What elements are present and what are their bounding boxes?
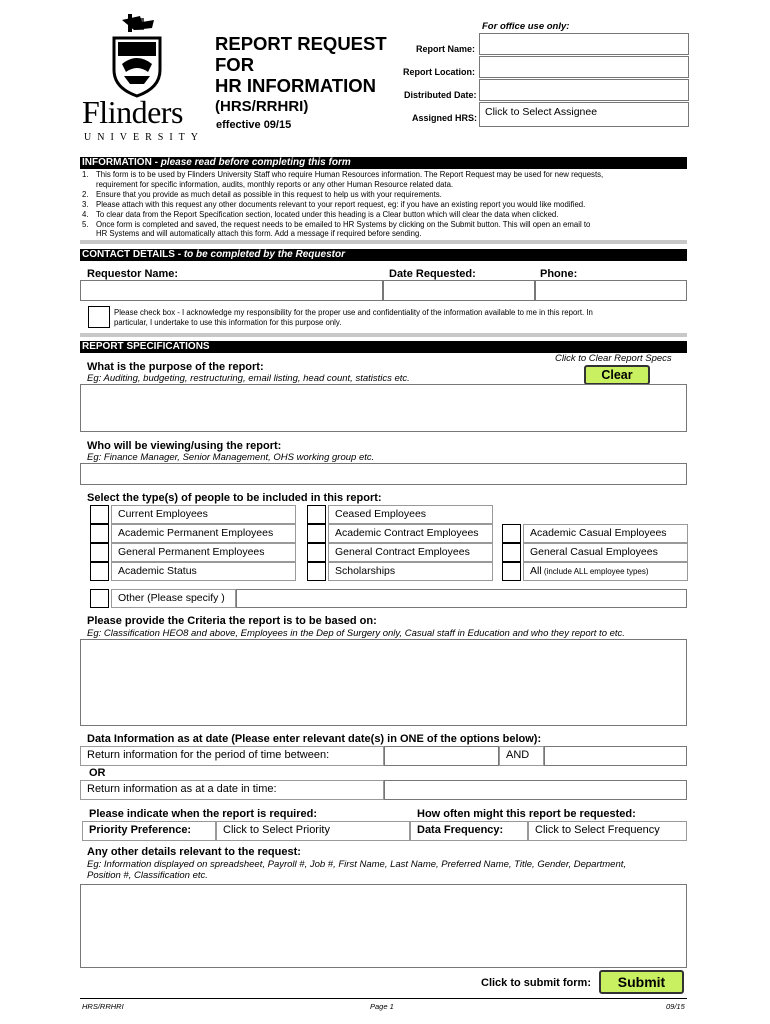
period-label: Return information for the period of time between: [80,746,384,766]
report-location-label: Report Location: [403,67,475,77]
specs-bar: REPORT SPECIFICATIONS [80,341,687,353]
how-often-label: How often might this report be requested: [417,808,636,820]
other-type-option: Other (Please specify ) [111,589,236,608]
divider [80,240,687,244]
list-item: 4. To clear data from the Report Specification section, located under this heading is a Clear button which will clear the data when clicked. [82,209,559,219]
footer-form-code: HRS/RRHRI [82,1002,124,1011]
requestor-name-input[interactable] [80,280,383,301]
purpose-textarea[interactable] [80,384,687,432]
other-details-textarea[interactable] [80,884,687,968]
list-item: 1. This form is to be used by Flinders University Staff who require Human Resources information. The Report Request may be used for new requests, [82,170,604,179]
and-label: AND [499,746,544,766]
contact-bar: CONTACT DETAILS - to be completed by the Requestor [80,249,687,261]
criteria-label: Please provide the Criteria the report is to be based on: [87,615,377,627]
academic-status-checkbox[interactable] [90,562,109,581]
criteria-textarea[interactable] [80,639,687,726]
requestor-name-label: Requestor Name: [87,268,179,280]
list-item: HR Systems and will automatically attach this form. Add a message if required before sending. [96,229,422,239]
other-details-example: Eg: Information displayed on spreadsheet, Payroll #, Job #, First Name, Last Name, Preferred Name, Title, Gender, Department, Position #, Classification etc. [87,859,627,881]
academic-casual-option: Academic Casual Employees [523,524,688,543]
purpose-label: What is the purpose of the report: [87,361,264,373]
phone-input[interactable] [535,280,687,301]
scholarships-option: Scholarships [328,562,493,581]
list-item: 3. Please attach with this request any other documents relevant to your report request, eg: if you have an existing report you would like modified. [82,199,586,209]
general-casual-option: General Casual Employees [523,543,688,562]
when-required-label: Please indicate when the report is required: [89,808,318,820]
submit-button[interactable]: Submit [599,970,684,994]
acknowledge-checkbox[interactable] [88,306,110,328]
phone-label: Phone: [540,268,578,280]
frequency-label: Data Frequency: [410,821,528,841]
distributed-date-label: Distributed Date: [404,90,477,100]
assigned-hrs-label: Assigned HRS: [412,113,478,123]
clear-button[interactable]: Clear [584,365,650,385]
ceased-employees-checkbox[interactable] [307,505,326,524]
academic-contract-checkbox[interactable] [307,524,326,543]
form-title: REPORT REQUEST FOR HR INFORMATION (HRS/RRHRI) [215,33,387,115]
general-contract-option: General Contract Employees [328,543,493,562]
viewing-example: Eg: Finance Manager, Senior Management, OHS working group etc. [87,452,375,463]
date-requested-label: Date Requested: [389,268,476,280]
report-name-label: Report Name: [416,44,476,54]
academic-casual-checkbox[interactable] [502,524,521,543]
general-contract-checkbox[interactable] [307,543,326,562]
date-info-label: Data Information as at date (Please enter relevant date(s) in ONE of the options below): [87,733,542,745]
viewing-label: Who will be viewing/using the report: [87,440,282,452]
viewing-input[interactable] [80,463,687,485]
current-employees-option: Current Employees [111,505,296,524]
asat-label: Return information as at a date in time: [80,780,384,800]
date-requested-input[interactable] [383,280,535,301]
list-item: requirement for specific information, audits, monthly reports or any other Human Resource related data. [96,179,454,189]
purpose-example: Eg: Auditing, budgeting, restructuring, email listing, head count, statistics etc. [87,373,410,384]
priority-select[interactable]: Click to Select Priority [216,821,410,841]
list-item: 5. Once form is completed and saved, the request needs to be emailed to HR Systems by clicking on the Submit button. This will open an email to [82,219,591,229]
or-label: OR [89,767,106,779]
frequency-select[interactable]: Click to Select Frequency [528,821,687,841]
ceased-employees-option: Ceased Employees [328,505,493,524]
university-sub: UNIVERSITY [84,132,204,143]
asat-date-input[interactable] [384,780,687,800]
scholarships-checkbox[interactable] [307,562,326,581]
information-list [82,170,688,239]
criteria-example: Eg: Classification HEO8 and above, Employees in the Dep of Surgery only, Casual staff in Education and who they report to etc. [87,628,625,639]
information-bar: INFORMATION - please read before completing this form [80,157,687,169]
general-permanent-checkbox[interactable] [90,543,109,562]
general-permanent-option: General Permanent Employees [111,543,296,562]
university-name: Flinders [82,94,183,130]
people-types-label: Select the type(s) of people to be included in this report: [87,492,382,504]
academic-permanent-option: Academic Permanent Employees [111,524,296,543]
academic-contract-option: Academic Contract Employees [328,524,493,543]
general-casual-checkbox[interactable] [502,543,521,562]
all-types-checkbox[interactable] [502,562,521,581]
university-logo [82,12,204,143]
effective-date: effective 09/15 [216,119,292,131]
academic-permanent-checkbox[interactable] [90,524,109,543]
report-location-input[interactable] [479,56,689,78]
list-item: 2. Ensure that you provide as much detail as possible in this request to help us with your requirements. [82,189,442,199]
clear-hint: Click to Clear Report Specs [555,353,672,364]
period-end-input[interactable] [544,746,687,766]
acknowledge-text: Please check box - I acknowledge my responsibility for the proper use and confidentiality of the information available to me in this report. In particular, I undertake to use this information for this purpose only. [114,308,593,327]
footer-page-number: Page 1 [370,1002,394,1011]
office-use-heading: For office use only: [482,21,570,32]
other-details-label: Any other details relevant to the request: [87,846,301,858]
current-employees-checkbox[interactable] [90,505,109,524]
other-type-input[interactable] [236,589,687,608]
submit-label: Click to submit form: [481,977,592,989]
report-name-input[interactable] [479,33,689,55]
priority-label: Priority Preference: [82,821,216,841]
other-type-checkbox[interactable] [90,589,109,608]
distributed-date-input[interactable] [479,79,689,101]
footer-divider [80,998,687,999]
all-types-option: All (include ALL employee types) [523,562,688,581]
academic-status-option: Academic Status [111,562,296,581]
footer-date: 09/15 [666,1002,685,1011]
university-crest-icon [82,12,192,98]
divider [80,333,687,337]
assignee-select[interactable]: Click to Select Assignee [479,102,689,127]
period-start-input[interactable] [384,746,499,766]
